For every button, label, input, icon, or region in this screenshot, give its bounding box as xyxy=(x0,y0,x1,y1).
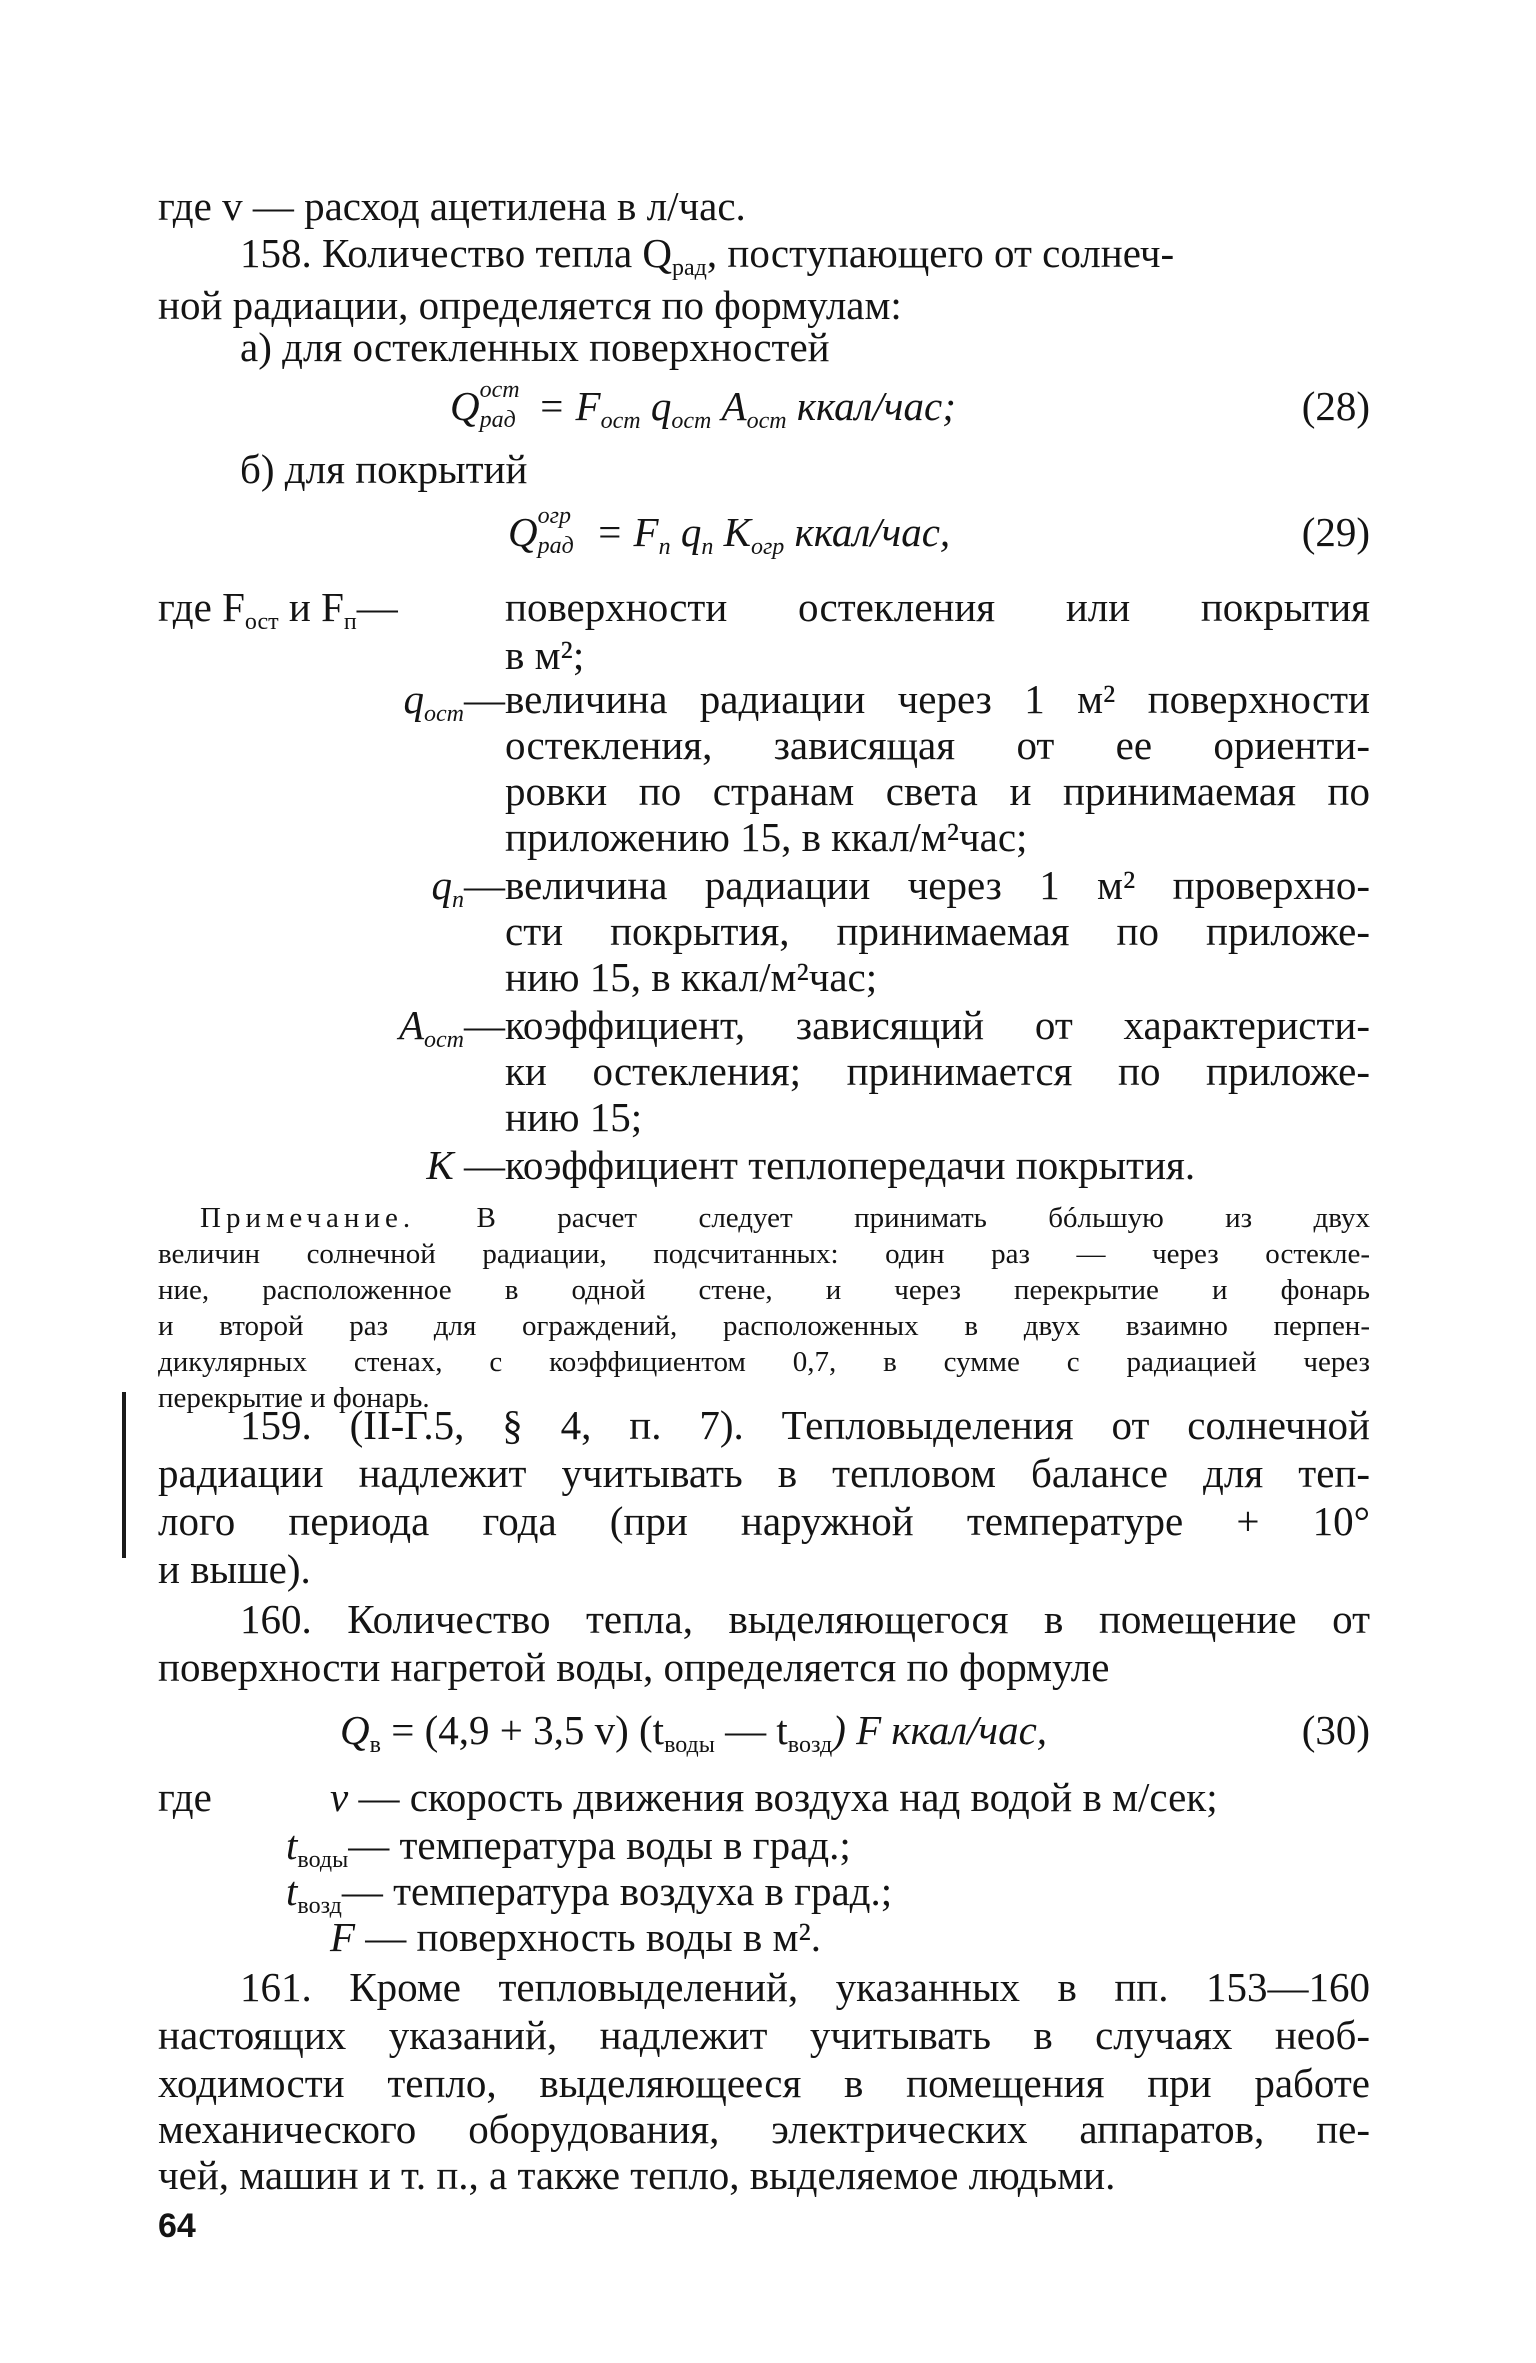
subscript: в xyxy=(369,1732,381,1758)
note-line: величин солнечной радиации, подсчитанных: один раз — через остекле- xyxy=(158,1238,1370,1270)
formula-part: q xyxy=(670,509,702,555)
paragraph-159-line: 159. (II-Г.5, § 4, п. 7). Тепловыделения от солнечной xyxy=(240,1402,1370,1448)
page-number: 64 xyxy=(158,2207,196,2245)
formula-number-29: (29) xyxy=(1301,509,1370,555)
definition-text: нию 15, в ккал/м²час; xyxy=(505,954,878,1000)
label-text: q xyxy=(431,862,452,908)
definition-text: остекления, зависящая от ее ориенти- xyxy=(505,722,1370,768)
formula-part: Q xyxy=(340,1707,370,1753)
super-sub-stack xyxy=(537,502,596,562)
subscript: возд xyxy=(787,1732,833,1758)
note-line: и второй раз для ограждений, расположенных в двух взаимно перпен- xyxy=(158,1310,1370,1342)
formula-29 xyxy=(508,502,950,562)
definition-text: коэффициент теплопередачи покрытия. xyxy=(505,1142,1196,1188)
definition-row xyxy=(158,1820,1370,1873)
paragraph-158-line-1 xyxy=(240,228,1370,281)
definition-label-q-p xyxy=(380,860,505,913)
formula-part: q xyxy=(640,383,672,429)
subscript: воды xyxy=(664,1732,715,1758)
formula-part: = F xyxy=(537,383,601,429)
formula-number-28: (28) xyxy=(1301,383,1370,429)
subscript: п xyxy=(343,609,357,635)
subscript: п xyxy=(701,534,714,560)
formula-part: Q xyxy=(450,383,480,429)
definition-text: — поверхность воды в м². xyxy=(355,1914,821,1960)
dash: — xyxy=(464,862,505,908)
formula-part: = F xyxy=(595,509,659,555)
paragraph-161-line: настоящих указаний, надлежит учитывать в случаях необ- xyxy=(158,2012,1370,2058)
definition-text: величина радиации через 1 м² поверхности xyxy=(505,676,1370,722)
formula-unit: ккал/час, xyxy=(784,509,951,555)
formula-part: ) F ккал/час, xyxy=(832,1707,1048,1753)
label-text: K xyxy=(426,1142,454,1188)
subscript: ост xyxy=(424,701,464,727)
subscript: ост xyxy=(746,408,787,434)
superscript: огр xyxy=(537,502,571,529)
paragraph-161-line: 161. Кроме тепловыделений, указанных в пп. 153—160 xyxy=(240,1964,1370,2010)
note-line: дикулярных стенах, с коэффициентом 0,7, в сумме с радиацией через xyxy=(158,1346,1370,1378)
note-line: ние, расположенное в одной стене, и через перекрытие и фонарь xyxy=(158,1274,1370,1306)
label-text: q xyxy=(403,676,425,722)
definition-text: в м²; xyxy=(505,632,585,678)
subscript: ост xyxy=(424,1027,464,1053)
paragraph-159-line: лого периода года (при наружной температуре + 10° xyxy=(158,1498,1370,1544)
symbol: t xyxy=(286,1822,298,1868)
formula-number-30: (30) xyxy=(1301,1707,1370,1753)
paragraph-161-line: механического оборудования, электрических аппаратов, пе- xyxy=(158,2106,1370,2152)
paragraph-161-line: чей, машин и т. п., а также тепло, выделяемое людьми. xyxy=(158,2152,1116,2198)
text-line xyxy=(158,181,1370,231)
note-line: перекрытие и фонарь. xyxy=(158,1382,430,1414)
label-text: где xyxy=(158,1774,212,1820)
definition-body xyxy=(330,1912,821,1962)
definition-row xyxy=(158,1866,1370,1919)
definition-text: поверхности остекления или покрытия xyxy=(505,584,1370,630)
definition-text: — температура воздуха в град.; xyxy=(341,1868,893,1914)
definition-text: приложению 15, в ккал/м²час; xyxy=(505,814,1028,860)
subscript: рад xyxy=(672,255,707,281)
dash: — xyxy=(464,1002,505,1048)
subscript: возд xyxy=(297,1893,342,1919)
subscript: ост xyxy=(671,408,712,434)
symbol: F xyxy=(330,1914,356,1960)
subscript: ост xyxy=(244,609,279,635)
paragraph-160-line: 160. Количество тепла, выделяющегося в помещение от xyxy=(240,1596,1370,1642)
definition-text: коэффициент, зависящий от характеристи- xyxy=(505,1002,1370,1048)
definition-body xyxy=(286,1866,893,1919)
symbol: v xyxy=(330,1774,349,1820)
definition-label-k xyxy=(380,1140,505,1190)
formula-unit: ккал/час; xyxy=(786,383,956,429)
definition-label-f xyxy=(158,582,505,635)
subscript: воды xyxy=(297,1847,349,1873)
formula-part: A xyxy=(711,383,747,429)
item-b xyxy=(240,444,1370,494)
definition-text: — скорость движения воздуха над водой в м/сек; xyxy=(348,1774,1218,1820)
paragraph-159-line: и выше). xyxy=(158,1546,311,1592)
definition-body xyxy=(286,1820,851,1873)
definition-label-a-ost xyxy=(360,1000,505,1053)
line-text: ной радиации, определяется по формулам: xyxy=(158,282,902,328)
formula-part: K xyxy=(713,509,751,555)
definition-text: нию 15; xyxy=(505,1094,643,1140)
definition-text: ки остекления; принимается по приложе- xyxy=(505,1048,1370,1094)
subscript: огр xyxy=(750,534,785,560)
formula-28 xyxy=(450,376,956,436)
subscript: п xyxy=(452,887,464,913)
line-text: б) для покрытий xyxy=(240,446,528,492)
label-text: где F xyxy=(158,584,245,630)
formula-30 xyxy=(340,1700,1047,1760)
paragraph-161-line: ходимости тепло, выделяющееся в помещения при работе xyxy=(158,2060,1370,2106)
item-a xyxy=(240,322,1370,372)
note-line xyxy=(200,1200,1370,1236)
definition-body xyxy=(330,1772,1218,1822)
margin-change-bar xyxy=(122,1392,126,1558)
formula-part: — t xyxy=(714,1707,788,1753)
dash: — xyxy=(356,584,398,630)
line-text: где v — расход ацетилена в л/час. xyxy=(158,183,746,229)
subscript: рад xyxy=(537,532,574,559)
definition-text: ровки по странам света и принимаемая по xyxy=(505,768,1370,814)
definition-text: сти покрытия, принимаемая по приложе- xyxy=(505,908,1370,954)
definition-text: величина радиации через 1 м² проверхно- xyxy=(505,862,1370,908)
super-sub-stack xyxy=(479,376,538,436)
note-title: Примечание. xyxy=(200,1202,416,1234)
subscript: ост xyxy=(600,408,641,434)
formula-part: Q xyxy=(508,509,538,555)
definition-row xyxy=(158,1772,1370,1822)
definition-row xyxy=(158,1912,1370,1962)
line-text: а) для остекленных поверхностей xyxy=(240,324,830,370)
line-text: 158. Количество тепла Q xyxy=(240,230,673,276)
superscript: ост xyxy=(479,376,520,403)
symbol: t xyxy=(286,1868,298,1914)
label-text: и F xyxy=(278,584,344,630)
definition-text: — температура воды в град.; xyxy=(348,1822,851,1868)
line-text: , поступающего от солнеч- xyxy=(706,230,1175,276)
subscript: рад xyxy=(479,406,516,433)
paragraph-159-line: радиации надлежит учитывать в тепловом балансе для теп- xyxy=(158,1450,1370,1496)
definition-label-q-ost xyxy=(380,674,505,727)
label-text: A xyxy=(398,1002,425,1048)
formula-part: = (4,9 + 3,5 v) (t xyxy=(380,1707,665,1753)
dash: — xyxy=(464,676,505,722)
paragraph-160-line: поверхности нагретой воды, определяется по формуле xyxy=(158,1644,1110,1690)
dash: — xyxy=(453,1142,505,1188)
subscript: п xyxy=(658,534,671,560)
note-text: В расчет следует принимать бóльшую из двух xyxy=(415,1202,1370,1234)
